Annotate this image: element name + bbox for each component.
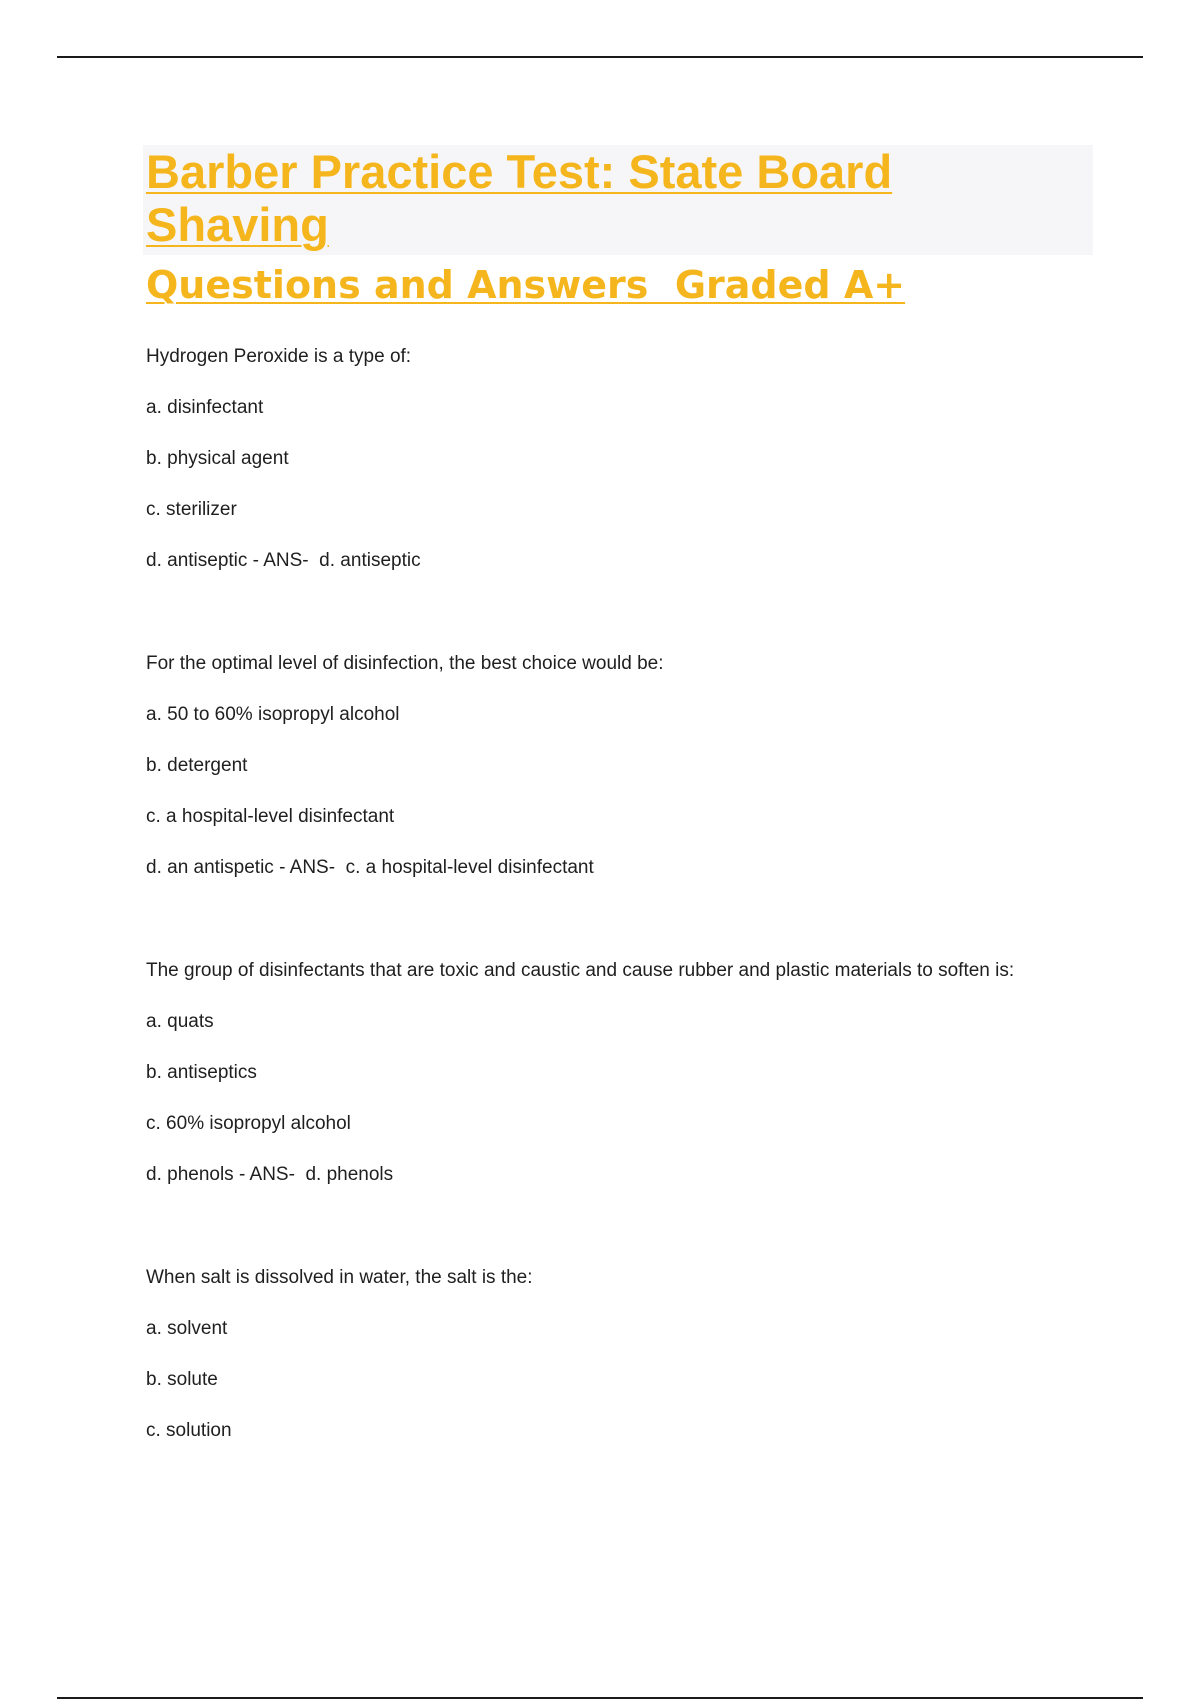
answer-option: a. disinfectant <box>146 397 264 418</box>
document-subtitle: Questions and Answers Graded A+ <box>146 263 906 307</box>
answer-option: b. physical agent <box>146 448 289 469</box>
answer-option: c. 60% isopropyl alcohol <box>146 1113 351 1134</box>
answer-option: c. a hospital-level disinfectant <box>146 806 395 827</box>
footer-rule <box>57 1697 1143 1699</box>
answer-option: c. sterilizer <box>146 499 237 520</box>
question-prompt: Hydrogen Peroxide is a type of: <box>146 346 412 367</box>
document-title: Barber Practice Test: State Board Shaving <box>146 145 893 251</box>
question-block <box>146 1266 1146 1470</box>
answer-option: b. detergent <box>146 755 248 776</box>
answer-option: b. antiseptics <box>146 1062 257 1083</box>
answer-option: a. quats <box>146 1011 214 1032</box>
question-block <box>146 652 1146 907</box>
answer-option: d. an antispetic - ANS- c. a hospital-level disinfectant <box>146 857 594 878</box>
question-prompt: The group of disinfectants that are toxic and caustic and cause rubber and plastic materials to soften is: <box>146 960 1015 981</box>
answer-option: a. solvent <box>146 1318 228 1339</box>
question-block <box>146 345 1146 600</box>
answer-option: d. phenols - ANS- d. phenols <box>146 1164 394 1185</box>
header-rule <box>57 56 1143 58</box>
answer-option: d. antiseptic - ANS- d. antiseptic <box>146 550 421 571</box>
question-block <box>146 959 1146 1214</box>
question-prompt: For the optimal level of disinfection, the best choice would be: <box>146 653 664 674</box>
answer-option: a. 50 to 60% isopropyl alcohol <box>146 704 400 725</box>
question-prompt: When salt is dissolved in water, the salt is the: <box>146 1267 533 1288</box>
answer-option: c. solution <box>146 1420 232 1441</box>
answer-option: b. solute <box>146 1369 218 1390</box>
